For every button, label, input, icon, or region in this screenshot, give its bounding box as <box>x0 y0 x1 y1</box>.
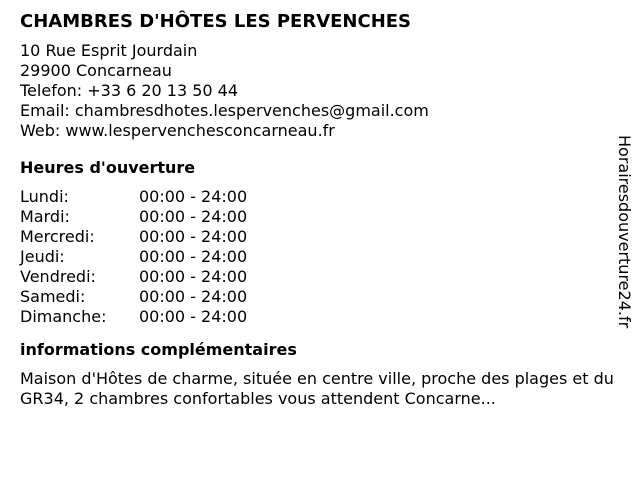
hours-table <box>20 187 600 327</box>
time-range: 00:00 - 24:00 <box>139 307 248 326</box>
day-label: Samedi: <box>20 287 86 306</box>
business-name: CHAMBRES D'HÔTES LES PERVENCHES <box>20 11 412 32</box>
email-address: Email: chambresdhotes.lespervenches@gmail.com <box>20 101 429 120</box>
hours-heading: Heures d'ouverture <box>20 158 196 177</box>
info-heading: informations complémentaires <box>20 340 297 359</box>
time-range: 00:00 - 24:00 <box>139 227 248 246</box>
city-address: 29900 Concarneau <box>20 61 172 80</box>
time-range: 00:00 - 24:00 <box>139 287 248 306</box>
time-range: 00:00 - 24:00 <box>139 267 248 286</box>
street-address: 10 Rue Esprit Jourdain <box>20 41 198 60</box>
time-range: 00:00 - 24:00 <box>139 247 248 266</box>
hours-row-wednesday <box>20 227 600 247</box>
website: Web: www.lespervenchesconcarneau.fr <box>20 121 335 140</box>
hours-row-tuesday <box>20 207 600 227</box>
hours-row-friday <box>20 267 600 287</box>
day-label: Mardi: <box>20 207 70 226</box>
brand-watermark: Horairesdouverture24.fr <box>615 135 634 329</box>
time-range: 00:00 - 24:00 <box>139 207 248 226</box>
business-card <box>20 10 614 409</box>
day-label: Dimanche: <box>20 307 107 326</box>
time-range: 00:00 - 24:00 <box>139 187 248 206</box>
day-label: Jeudi: <box>20 247 65 266</box>
info-description: Maison d'Hôtes de charme, située en centre ville, proche des plages et du GR34, 2 chambres confortables vous attendent Concarne... <box>20 369 614 408</box>
day-label: Mercredi: <box>20 227 95 246</box>
hours-row-monday <box>20 187 600 207</box>
hours-row-sunday <box>20 307 600 327</box>
day-label: Lundi: <box>20 187 69 206</box>
phone-number: Telefon: +33 6 20 13 50 44 <box>20 81 239 100</box>
day-label: Vendredi: <box>20 267 96 286</box>
hours-row-saturday <box>20 287 600 307</box>
hours-row-thursday <box>20 247 600 267</box>
